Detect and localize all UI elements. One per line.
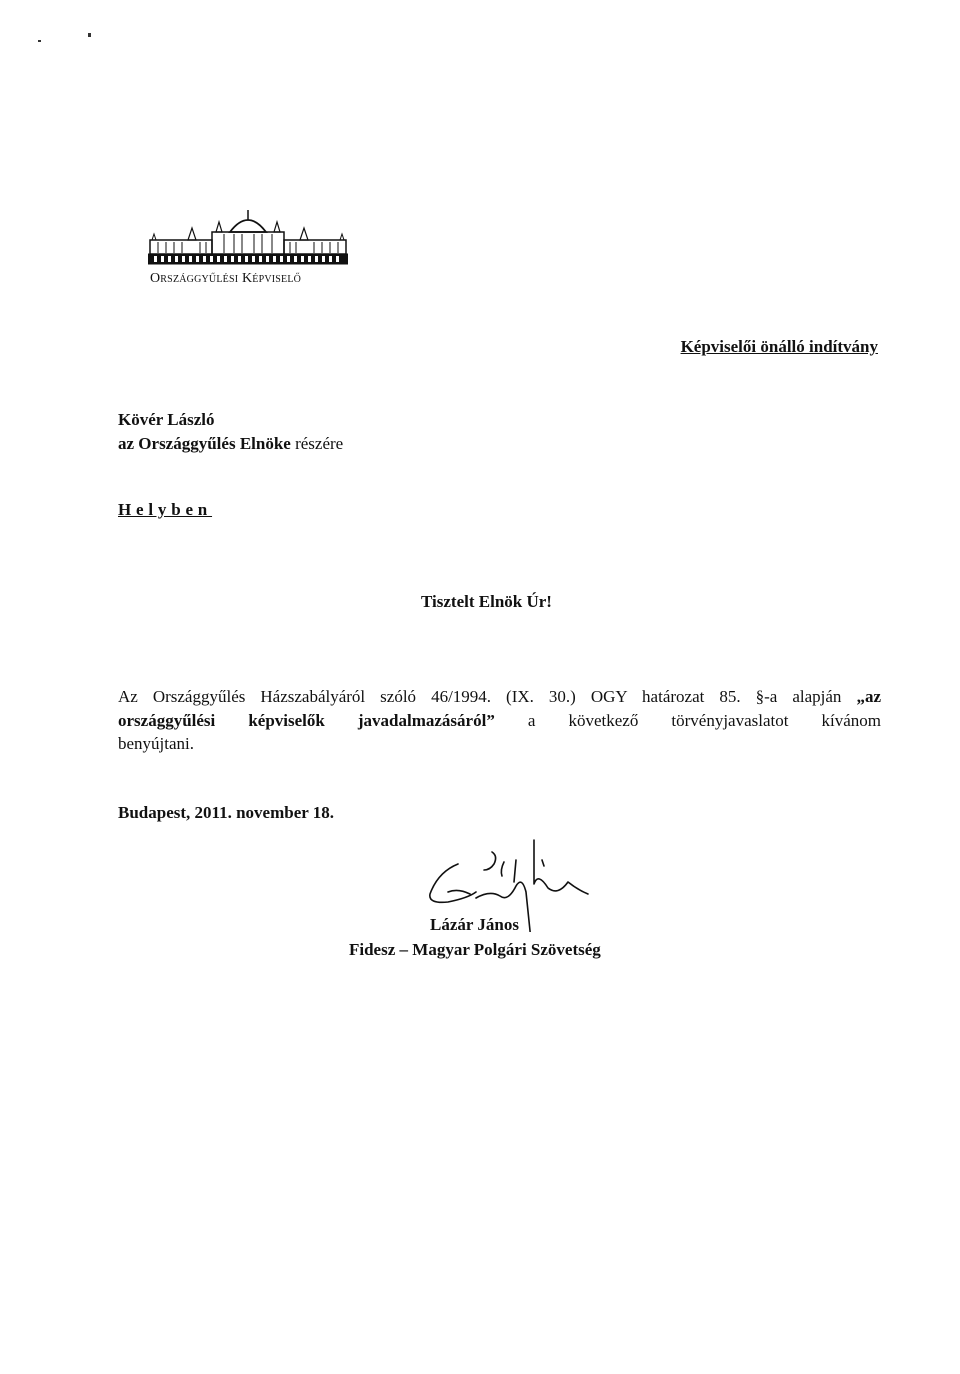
scan-artifact	[88, 33, 91, 37]
parliament-building-icon	[148, 210, 348, 268]
body-paragraph	[118, 685, 881, 756]
body-line	[118, 685, 881, 709]
body-line	[118, 732, 881, 756]
place: Helyben	[118, 500, 213, 519]
scan-artifact	[38, 40, 41, 42]
date-line: Budapest, 2011. november 18.	[118, 803, 334, 822]
document-type: Képviselői önálló indítvány	[680, 337, 878, 356]
recipient-name: Kövér László	[118, 410, 215, 429]
signer-name: Lázár János	[430, 915, 519, 934]
recipient-title	[118, 432, 343, 456]
office-name: Országgyűlési Képviselő	[150, 271, 302, 286]
body-text: Az Országgyűlés Házszabályáról szóló 46/1994. (IX. 30.) OGY határozat 85. §-a alapján	[118, 687, 842, 706]
body-line	[118, 709, 881, 733]
signer-party: Fidesz – Magyar Polgári Szövetség	[349, 940, 601, 959]
salutation: Tisztelt Elnök Úr!	[421, 592, 552, 611]
body-text: benyújtani.	[118, 734, 195, 753]
body-bold-text: országgyűlési képviselők javadalmazásáról”	[118, 710, 495, 730]
recipient-block	[118, 408, 343, 456]
recipient-title-rest: részére	[295, 434, 344, 453]
recipient-title-bold: az Országgyűlés Elnöke	[118, 434, 291, 453]
body-bold-text: „az	[856, 687, 881, 706]
body-text: a következő törvényjavaslatot kívánom	[527, 710, 882, 730]
